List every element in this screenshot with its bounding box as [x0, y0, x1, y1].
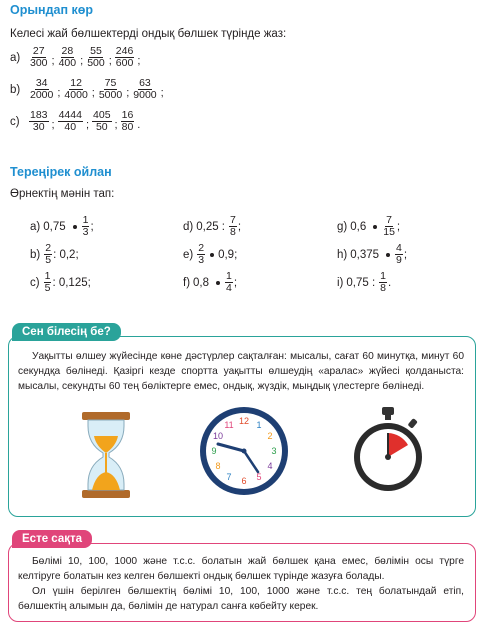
- multiply-dot: [373, 225, 377, 229]
- fraction-numerator: 4444: [58, 109, 82, 121]
- exercise-value: 0,75 :: [346, 276, 376, 289]
- separator: ;: [51, 119, 55, 131]
- fraction-numerator: 4: [396, 242, 402, 254]
- separator: ;: [85, 119, 90, 131]
- clock-number: 1: [256, 420, 262, 430]
- fraction-denominator: 8: [380, 282, 387, 294]
- exercise-tail: ;: [396, 220, 401, 233]
- fraction: [229, 215, 237, 238]
- separator: ;: [114, 119, 118, 131]
- multiply-dot: [216, 281, 220, 285]
- separator: ;: [57, 87, 61, 99]
- fraction: [58, 110, 83, 133]
- fraction-numerator: 16: [121, 109, 134, 121]
- fraction: [115, 46, 135, 69]
- stopwatch-icon: [350, 405, 426, 495]
- fraction-numerator: 2: [198, 242, 205, 254]
- fraction-numerator: 1: [82, 214, 89, 226]
- fraction-numerator: 246: [115, 45, 134, 57]
- clock-number: 11: [224, 420, 234, 430]
- fraction: [379, 271, 387, 294]
- fraction: [197, 243, 205, 266]
- fraction-denominator: 3: [82, 226, 89, 238]
- exercise-d: [183, 215, 244, 238]
- exercise-tail: ;: [90, 220, 94, 233]
- fraction-denominator: 400: [58, 57, 77, 69]
- exercise-value: 0,75: [43, 220, 66, 233]
- fraction: [395, 243, 403, 266]
- fraction-numerator: 405: [93, 109, 111, 121]
- fraction-row: [10, 78, 166, 101]
- row-label: a): [10, 51, 21, 64]
- exercise-tail: 0,9;: [218, 248, 238, 261]
- fraction-numerator: 34: [35, 77, 48, 89]
- fraction-denominator: 5: [45, 254, 52, 266]
- clock-number: 12: [238, 416, 250, 426]
- exercise-e: [183, 243, 240, 266]
- fraction-denominator: 40: [64, 121, 77, 133]
- separator: ;: [137, 55, 141, 67]
- fraction: [86, 46, 106, 69]
- separator: ;: [91, 87, 95, 99]
- fraction-numerator: 1: [380, 270, 387, 282]
- fraction-numerator: 2: [45, 242, 52, 254]
- fraction-denominator: 30: [32, 121, 45, 133]
- exercise-label: g): [337, 220, 348, 233]
- exercise-c: [30, 271, 94, 294]
- exercise-tail: : 0,2;: [53, 248, 79, 261]
- exercise-g: [337, 215, 403, 238]
- separator: ;: [51, 55, 55, 67]
- fraction-numerator: 12: [70, 77, 82, 89]
- fraction-denominator: 3: [198, 254, 205, 266]
- separator: ;: [108, 55, 112, 67]
- exercise-tail: ;: [403, 248, 408, 261]
- exercise-value: 0,6: [350, 220, 367, 233]
- fraction-denominator: 4000: [64, 89, 88, 101]
- fraction-numerator: 55: [90, 45, 102, 57]
- fraction-denominator: 500: [87, 57, 105, 69]
- exercise-a: [30, 215, 97, 238]
- exercise-label: b): [30, 248, 41, 261]
- exercise-label: i): [337, 276, 344, 289]
- fraction-row: [10, 110, 142, 133]
- fraction: [82, 215, 90, 238]
- task-text-2: Өрнектің мәнін тап:: [10, 188, 115, 200]
- fraction-numerator: 63: [139, 77, 151, 89]
- separator: ;: [160, 87, 164, 99]
- exercise-label: h): [337, 248, 348, 261]
- row-label: b): [10, 83, 21, 96]
- clock-number: 5: [256, 472, 262, 482]
- remember-text-2: Ол үшін берілген бөлшектің бөлімі 10, 100, 1000 және т.с.с. тең болатындай етіп, бөлшектің алымын да, бөлімін де натурал санға көбейту керек.: [18, 586, 464, 612]
- fraction-denominator: 5000: [98, 89, 123, 101]
- clock-number: 7: [226, 472, 232, 482]
- fraction: [29, 46, 49, 69]
- did-you-know-tag: Сен білесің бе?: [12, 323, 121, 341]
- fraction-denominator: 4: [226, 282, 232, 294]
- exercise-tail: : 0,125;: [52, 276, 91, 289]
- multiply-dot: [73, 225, 77, 229]
- fraction: [225, 271, 233, 294]
- clock-number: 9: [211, 446, 217, 456]
- exercise-label: c): [30, 276, 40, 289]
- task-text-1: Келесі жай бөлшектерді ондық бөлшек түрінде жаз:: [10, 28, 287, 40]
- separator: ;: [80, 55, 84, 67]
- exercise-label: a): [30, 220, 41, 233]
- fraction: [44, 271, 52, 294]
- fraction: [132, 78, 157, 101]
- fraction-numerator: 27: [32, 45, 45, 57]
- exercise-value: 0,8: [193, 276, 210, 289]
- fraction-row: [10, 46, 142, 69]
- fraction-denominator: 5: [44, 282, 51, 294]
- exercise-label: e): [183, 248, 194, 261]
- fraction: [121, 110, 135, 133]
- separator: ;: [126, 87, 130, 99]
- clock-number: 4: [267, 461, 273, 471]
- multiply-dot: [210, 253, 214, 257]
- exercise-i: [337, 271, 394, 294]
- fraction-numerator: 1: [226, 270, 232, 282]
- fraction-denominator: 600: [115, 57, 134, 69]
- fraction-denominator: 9000: [133, 89, 157, 101]
- row-label: c): [10, 115, 20, 128]
- fraction-numerator: 28: [61, 45, 74, 57]
- fraction: [44, 243, 52, 266]
- fraction-denominator: 9: [396, 254, 402, 266]
- fraction-numerator: 183: [30, 109, 48, 121]
- fraction: [29, 110, 49, 133]
- hourglass-icon: [78, 410, 134, 500]
- clock-number: 3: [271, 446, 277, 456]
- fraction-denominator: 2000: [30, 89, 54, 101]
- clock-number: 2: [267, 431, 273, 441]
- section-title-think: Тереңірек ойлан: [10, 165, 112, 179]
- fraction: [92, 110, 112, 133]
- separator: .: [137, 119, 141, 131]
- remember-text-1: Бөлімі 10, 100, 1000 және т.с.с. болатын жай бөлшек қана емес, бөлімін осы түрге келтіруге болатын кез келген бөлшекті ондық бөлшек түрінде жазуға болады.: [18, 556, 464, 582]
- exercise-value: 0,25 :: [196, 220, 226, 233]
- multiply-dot: [386, 253, 390, 257]
- exercise-value: 0,375: [350, 248, 380, 261]
- exercise-b: [30, 243, 82, 266]
- exercise-tail: ;: [233, 276, 238, 289]
- clock-number: 10: [212, 431, 224, 441]
- exercise-label: f): [183, 276, 191, 289]
- fraction-denominator: 300: [30, 57, 48, 69]
- exercise-f: [183, 271, 240, 294]
- fraction-denominator: 15: [383, 226, 395, 238]
- fraction-numerator: 75: [104, 77, 117, 89]
- fraction: [63, 78, 88, 101]
- fraction: [98, 78, 123, 101]
- exercise-label: d): [183, 220, 194, 233]
- did-you-know-text: Уақытты өлшеу жүйесінде көне дәстүрлер сақталған: мысалы, сағат 60 минутқа, минут 60 секундқа бөлінеді. Қазіргі кезде спортта уақытты өлшеудің «аралас» жүйесі қолданыста: мысалы, секундты 60 тең бөліктерге емес, ондық, жүздік, мыңдық үлестерге бөлінеді.: [18, 351, 464, 392]
- fraction-denominator: 50: [95, 121, 108, 133]
- fraction: [29, 78, 54, 101]
- fraction-numerator: 1: [44, 270, 51, 282]
- fraction-denominator: 80: [121, 121, 134, 133]
- fraction-numerator: 7: [230, 214, 236, 226]
- section-title-try: Орындап көр: [10, 3, 94, 17]
- clock-number: 6: [241, 476, 247, 486]
- fraction: [58, 46, 78, 69]
- exercise-tail: .: [388, 276, 392, 289]
- exercise-h: [337, 243, 410, 266]
- fraction-numerator: 7: [386, 214, 392, 226]
- fraction: [382, 215, 396, 238]
- exercise-tail: ;: [237, 220, 242, 233]
- remember-tag: Есте сақта: [12, 530, 92, 548]
- fraction-denominator: 8: [230, 226, 236, 238]
- clock-number: 8: [215, 461, 221, 471]
- clock-icon: [198, 405, 290, 497]
